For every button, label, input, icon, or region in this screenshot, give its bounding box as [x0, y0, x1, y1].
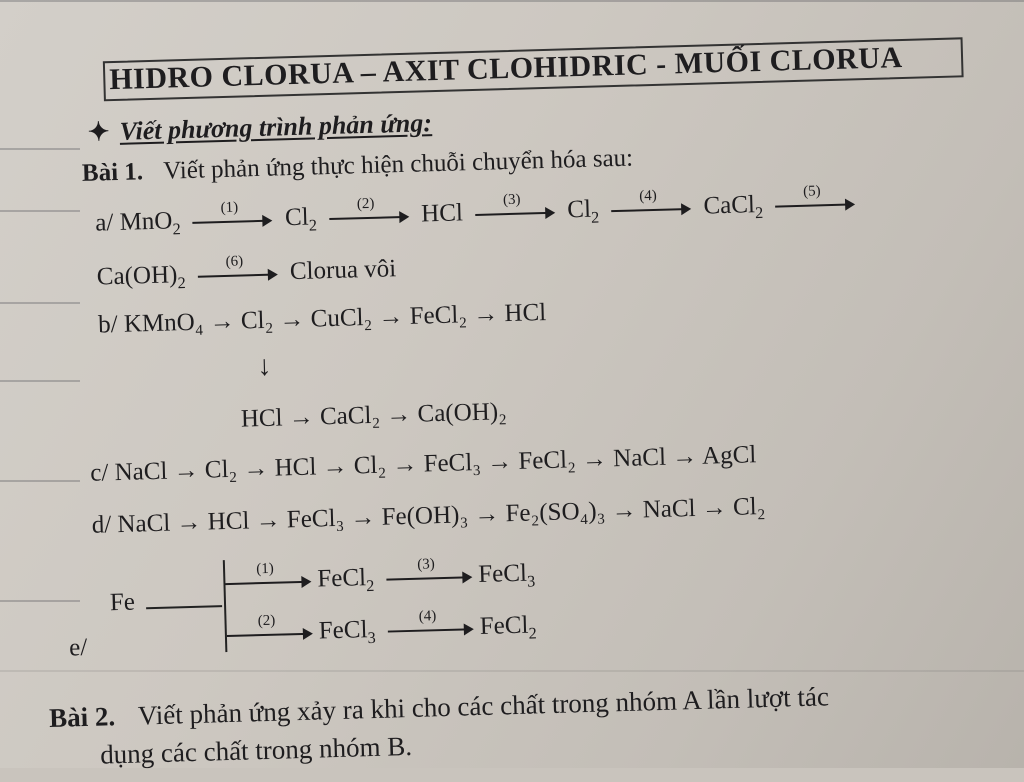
chain-e-start: Fe [109, 588, 136, 617]
chain-a-cacl2: CaCl$_2$ [703, 191, 764, 223]
exercise-2-line2: dụng các chất trong nhóm B. [99, 730, 413, 770]
chain-a-cl2: $Cl_2$ [284, 203, 318, 235]
exercise-2-label: Bài 2. [48, 701, 116, 734]
reaction-arrow: (4) [611, 199, 691, 219]
exercise-1-label: Bài 1. [81, 158, 144, 187]
chain-a-line2 [96, 255, 396, 295]
chain-c: c/ NaCl → Cl₂ → HCl → Cl₂ → FeCl₃ → FeCl₂ → NaCl → AgCl [89, 441, 757, 487]
reaction-arrow: (3) [386, 567, 472, 587]
reaction-arrow: (3) [475, 203, 555, 223]
section-heading [87, 108, 432, 148]
exercise-2-text: Viết phản ứng xảy ra khi cho các chất trong nhóm A lần lượt tác [137, 681, 830, 731]
reaction-arrow: (4) [388, 619, 474, 639]
page-title: HIDRO CLORUA – AXIT CLOHIDRIC - MUỐI CLORUA [108, 40, 904, 97]
reaction-arrow: (6) [198, 265, 278, 285]
chain-d: d/ NaCl → HCl → FeCl₃ → Fe(OH)₃ → Fe₂(SO₄)₃ → NaCl → Cl₂ [91, 492, 766, 539]
reaction-arrow: (1) [193, 211, 273, 231]
chain-a-line1 [94, 183, 862, 241]
bullet-icon: ✦ [87, 117, 110, 147]
chain-a-clorua-voi: Clorua vôi [289, 255, 397, 286]
down-arrow-icon: ↓ [256, 350, 272, 383]
reaction-arrow: (2) [227, 624, 313, 644]
reaction-arrow: (1) [225, 572, 311, 592]
chain-e-branch2: (2) FeCl$_3$ (4) FeCl$_2$ [226, 611, 537, 652]
section-heading-text: Viết phương trình phản ứng: [119, 108, 433, 146]
chain-e-prefix: e/ [68, 633, 88, 662]
chain-a-prefix: a/ [94, 209, 114, 237]
chain-a-mno2: MnO$_2$ [119, 207, 182, 239]
chain-b-line2: HCl → CaCl₂ → Ca(OH)₂ [240, 398, 508, 433]
chain-e-connector [146, 605, 222, 609]
exercise-2-line1 [49, 681, 830, 734]
chain-a-cl2b: $Cl_2$ [566, 195, 600, 227]
exercise-1-text: Viết phản ứng thực hiện chuỗi chuyển hóa sau: [162, 144, 634, 185]
chain-a-caoh2: $Ca(OH)_2$ [96, 261, 186, 293]
chain-b-line1: b/ KMnO₄ → Cl₂ → CuCl₂ → FeCl₂ → HCl [97, 299, 547, 339]
exercise-1-intro [82, 145, 634, 188]
reaction-arrow: (5) [775, 195, 855, 215]
chain-e-branch1: (1) FeCl$_2$ (3) FeCl$_3$ [225, 559, 536, 600]
chain-a-hcl: HCl [420, 199, 464, 228]
reaction-arrow: (2) [329, 207, 409, 227]
